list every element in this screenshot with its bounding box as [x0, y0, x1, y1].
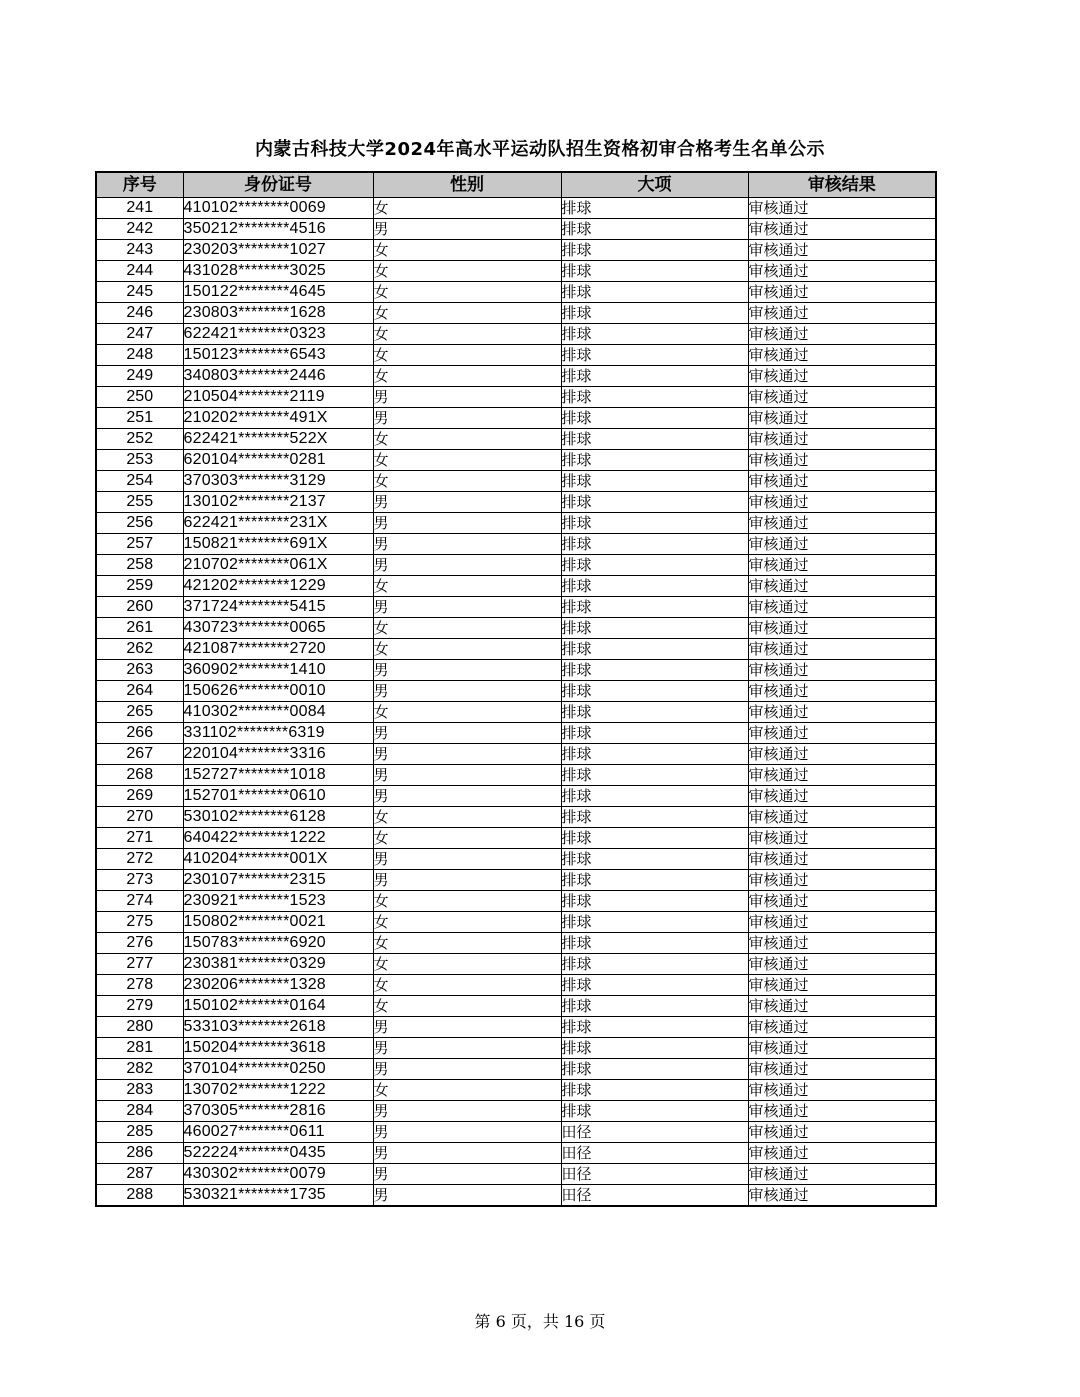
cell-gender: 女	[373, 576, 561, 597]
cell-gender: 男	[373, 219, 561, 240]
cell-seq: 271	[96, 828, 183, 849]
table-row	[96, 1017, 936, 1038]
cell-gender: 女	[373, 702, 561, 723]
cell-result: 审核通过	[748, 1185, 936, 1207]
cell-id-number: 410102********0069	[183, 198, 373, 219]
cell-event: 排球	[561, 261, 748, 282]
table-row	[96, 828, 936, 849]
table-row	[96, 744, 936, 765]
cell-id-number: 410302********0084	[183, 702, 373, 723]
cell-event: 排球	[561, 282, 748, 303]
table-row	[96, 786, 936, 807]
cell-id-number: 331102********6319	[183, 723, 373, 744]
cell-gender: 男	[373, 723, 561, 744]
cell-id-number: 152701********0610	[183, 786, 373, 807]
cell-result: 审核通过	[748, 1101, 936, 1122]
cell-event: 排球	[561, 1080, 748, 1101]
cell-seq: 262	[96, 639, 183, 660]
cell-gender: 男	[373, 1038, 561, 1059]
cell-seq: 274	[96, 891, 183, 912]
table-row	[96, 618, 936, 639]
cell-id-number: 622421********0323	[183, 324, 373, 345]
cell-event: 排球	[561, 681, 748, 702]
cell-id-number: 230203********1027	[183, 240, 373, 261]
cell-seq: 272	[96, 849, 183, 870]
cell-result: 审核通过	[748, 786, 936, 807]
table-row	[96, 996, 936, 1017]
cell-seq: 263	[96, 660, 183, 681]
cell-seq: 285	[96, 1122, 183, 1143]
cell-id-number: 152727********1018	[183, 765, 373, 786]
table-row	[96, 1038, 936, 1059]
cell-result: 审核通过	[748, 408, 936, 429]
cell-seq: 255	[96, 492, 183, 513]
cell-result: 审核通过	[748, 870, 936, 891]
cell-event: 排球	[561, 1017, 748, 1038]
table-row	[96, 807, 936, 828]
cell-gender: 男	[373, 1185, 561, 1207]
cell-result: 审核通过	[748, 1122, 936, 1143]
cell-gender: 男	[373, 597, 561, 618]
table-row	[96, 219, 936, 240]
cell-id-number: 150821********691X	[183, 534, 373, 555]
cell-seq: 269	[96, 786, 183, 807]
cell-gender: 女	[373, 324, 561, 345]
cell-result: 审核通过	[748, 681, 936, 702]
cell-seq: 270	[96, 807, 183, 828]
cell-seq: 279	[96, 996, 183, 1017]
cell-result: 审核通过	[748, 618, 936, 639]
cell-seq: 252	[96, 429, 183, 450]
cell-gender: 女	[373, 345, 561, 366]
cell-event: 田径	[561, 1164, 748, 1185]
cell-gender: 男	[373, 660, 561, 681]
candidate-table	[95, 171, 937, 1207]
table-row	[96, 912, 936, 933]
cell-event: 排球	[561, 891, 748, 912]
cell-seq: 259	[96, 576, 183, 597]
cell-seq: 275	[96, 912, 183, 933]
cell-result: 审核通过	[748, 450, 936, 471]
cell-gender: 男	[373, 849, 561, 870]
cell-result: 审核通过	[748, 387, 936, 408]
cell-gender: 男	[373, 786, 561, 807]
cell-gender: 女	[373, 954, 561, 975]
cell-event: 排球	[561, 723, 748, 744]
cell-result: 审核通过	[748, 429, 936, 450]
cell-gender: 男	[373, 870, 561, 891]
cell-result: 审核通过	[748, 597, 936, 618]
table-header	[96, 172, 936, 198]
cell-event: 排球	[561, 1101, 748, 1122]
table-row	[96, 1122, 936, 1143]
table-row	[96, 681, 936, 702]
table-row	[96, 534, 936, 555]
cell-seq: 249	[96, 366, 183, 387]
cell-event: 排球	[561, 387, 748, 408]
cell-result: 审核通过	[748, 891, 936, 912]
cell-event: 排球	[561, 366, 748, 387]
table-row	[96, 660, 936, 681]
cell-result: 审核通过	[748, 807, 936, 828]
cell-seq: 265	[96, 702, 183, 723]
cell-result: 审核通过	[748, 219, 936, 240]
cell-id-number: 622421********522X	[183, 429, 373, 450]
cell-result: 审核通过	[748, 492, 936, 513]
cell-id-number: 620104********0281	[183, 450, 373, 471]
cell-result: 审核通过	[748, 849, 936, 870]
cell-seq: 281	[96, 1038, 183, 1059]
cell-id-number: 360902********1410	[183, 660, 373, 681]
header-id-number: 身份证号	[183, 172, 373, 198]
cell-seq: 254	[96, 471, 183, 492]
cell-event: 排球	[561, 1038, 748, 1059]
cell-event: 排球	[561, 870, 748, 891]
cell-gender: 男	[373, 1122, 561, 1143]
table-row	[96, 849, 936, 870]
cell-event: 排球	[561, 996, 748, 1017]
cell-id-number: 530102********6128	[183, 807, 373, 828]
cell-event: 排球	[561, 408, 748, 429]
cell-result: 审核通过	[748, 954, 936, 975]
cell-gender: 男	[373, 681, 561, 702]
cell-result: 审核通过	[748, 765, 936, 786]
cell-gender: 女	[373, 240, 561, 261]
cell-event: 排球	[561, 240, 748, 261]
cell-gender: 女	[373, 366, 561, 387]
cell-id-number: 150626********0010	[183, 681, 373, 702]
table-row	[96, 891, 936, 912]
table-row	[96, 933, 936, 954]
cell-result: 审核通过	[748, 723, 936, 744]
cell-seq: 242	[96, 219, 183, 240]
cell-event: 排球	[561, 849, 748, 870]
cell-gender: 男	[373, 744, 561, 765]
cell-seq: 261	[96, 618, 183, 639]
table-row	[96, 198, 936, 219]
cell-result: 审核通过	[748, 1038, 936, 1059]
table-row	[96, 282, 936, 303]
cell-gender: 女	[373, 807, 561, 828]
cell-seq: 253	[96, 450, 183, 471]
cell-seq: 256	[96, 513, 183, 534]
cell-id-number: 210504********2119	[183, 387, 373, 408]
cell-event: 排球	[561, 534, 748, 555]
cell-event: 排球	[561, 618, 748, 639]
cell-gender: 女	[373, 261, 561, 282]
cell-id-number: 430302********0079	[183, 1164, 373, 1185]
cell-id-number: 230921********1523	[183, 891, 373, 912]
table-row	[96, 492, 936, 513]
cell-id-number: 640422********1222	[183, 828, 373, 849]
cell-id-number: 370303********3129	[183, 471, 373, 492]
table-row	[96, 429, 936, 450]
cell-gender: 男	[373, 1164, 561, 1185]
cell-gender: 女	[373, 975, 561, 996]
cell-id-number: 130102********2137	[183, 492, 373, 513]
cell-id-number: 421087********2720	[183, 639, 373, 660]
cell-seq: 243	[96, 240, 183, 261]
table-row	[96, 345, 936, 366]
cell-gender: 女	[373, 471, 561, 492]
cell-seq: 241	[96, 198, 183, 219]
cell-result: 审核通过	[748, 996, 936, 1017]
cell-id-number: 530321********1735	[183, 1185, 373, 1207]
cell-result: 审核通过	[748, 912, 936, 933]
cell-gender: 女	[373, 303, 561, 324]
cell-seq: 258	[96, 555, 183, 576]
page-title: 内蒙古科技大学2024年高水平运动队招生资格初审合格考生名单公示	[254, 139, 826, 160]
cell-result: 审核通过	[748, 702, 936, 723]
cell-seq: 247	[96, 324, 183, 345]
cell-event: 排球	[561, 492, 748, 513]
cell-event: 排球	[561, 513, 748, 534]
cell-result: 审核通过	[748, 345, 936, 366]
cell-seq: 257	[96, 534, 183, 555]
table-row	[96, 1101, 936, 1122]
cell-seq: 251	[96, 408, 183, 429]
cell-gender: 女	[373, 429, 561, 450]
cell-id-number: 210202********491X	[183, 408, 373, 429]
cell-result: 审核通过	[748, 1164, 936, 1185]
table-row	[96, 450, 936, 471]
header-seq: 序号	[96, 172, 183, 198]
header-row	[96, 172, 936, 198]
cell-gender: 男	[373, 1017, 561, 1038]
cell-gender: 女	[373, 639, 561, 660]
cell-id-number: 371724********5415	[183, 597, 373, 618]
cell-result: 审核通过	[748, 555, 936, 576]
cell-id-number: 230206********1328	[183, 975, 373, 996]
cell-id-number: 431028********3025	[183, 261, 373, 282]
cell-result: 审核通过	[748, 534, 936, 555]
table-row	[96, 513, 936, 534]
cell-id-number: 370104********0250	[183, 1059, 373, 1080]
cell-id-number: 150122********4645	[183, 282, 373, 303]
cell-event: 田径	[561, 1122, 748, 1143]
cell-event: 排球	[561, 639, 748, 660]
cell-result: 审核通过	[748, 240, 936, 261]
cell-result: 审核通过	[748, 660, 936, 681]
cell-id-number: 220104********3316	[183, 744, 373, 765]
cell-event: 排球	[561, 198, 748, 219]
cell-gender: 女	[373, 996, 561, 1017]
cell-id-number: 533103********2618	[183, 1017, 373, 1038]
cell-gender: 女	[373, 1080, 561, 1101]
cell-result: 审核通过	[748, 576, 936, 597]
cell-seq: 264	[96, 681, 183, 702]
cell-seq: 268	[96, 765, 183, 786]
cell-seq: 277	[96, 954, 183, 975]
cell-result: 审核通过	[748, 933, 936, 954]
table-row	[96, 1164, 936, 1185]
cell-seq: 287	[96, 1164, 183, 1185]
header-event: 大项	[561, 172, 748, 198]
table-row	[96, 555, 936, 576]
cell-seq: 245	[96, 282, 183, 303]
cell-id-number: 150204********3618	[183, 1038, 373, 1059]
cell-result: 审核通过	[748, 1017, 936, 1038]
cell-gender: 女	[373, 828, 561, 849]
cell-seq: 276	[96, 933, 183, 954]
cell-event: 排球	[561, 1059, 748, 1080]
cell-result: 审核通过	[748, 513, 936, 534]
table-row	[96, 366, 936, 387]
cell-gender: 男	[373, 513, 561, 534]
cell-event: 排球	[561, 660, 748, 681]
cell-gender: 男	[373, 1101, 561, 1122]
header-gender: 性别	[373, 172, 561, 198]
cell-seq: 273	[96, 870, 183, 891]
cell-seq: 284	[96, 1101, 183, 1122]
table-row	[96, 870, 936, 891]
cell-result: 审核通过	[748, 828, 936, 849]
cell-event: 排球	[561, 975, 748, 996]
cell-seq: 244	[96, 261, 183, 282]
cell-result: 审核通过	[748, 198, 936, 219]
cell-result: 审核通过	[748, 1059, 936, 1080]
table-row	[96, 303, 936, 324]
cell-seq: 250	[96, 387, 183, 408]
table-row	[96, 1059, 936, 1080]
cell-event: 排球	[561, 807, 748, 828]
table-row	[96, 471, 936, 492]
cell-seq: 246	[96, 303, 183, 324]
cell-gender: 女	[373, 933, 561, 954]
cell-seq: 283	[96, 1080, 183, 1101]
cell-event: 排球	[561, 345, 748, 366]
cell-event: 排球	[561, 765, 748, 786]
table-row	[96, 723, 936, 744]
cell-gender: 女	[373, 618, 561, 639]
cell-event: 排球	[561, 555, 748, 576]
cell-result: 审核通过	[748, 324, 936, 345]
cell-gender: 女	[373, 912, 561, 933]
cell-seq: 282	[96, 1059, 183, 1080]
cell-id-number: 522224********0435	[183, 1143, 373, 1164]
cell-event: 排球	[561, 597, 748, 618]
cell-id-number: 150123********6543	[183, 345, 373, 366]
cell-event: 排球	[561, 828, 748, 849]
table-row	[96, 702, 936, 723]
cell-result: 审核通过	[748, 1080, 936, 1101]
cell-event: 田径	[561, 1143, 748, 1164]
table-row	[96, 1143, 936, 1164]
cell-event: 排球	[561, 576, 748, 597]
cell-id-number: 150102********0164	[183, 996, 373, 1017]
page-footer: 第 6 页，共 16 页	[474, 1312, 606, 1331]
cell-id-number: 370305********2816	[183, 1101, 373, 1122]
table-row	[96, 408, 936, 429]
table-row	[96, 1185, 936, 1207]
cell-result: 审核通过	[748, 303, 936, 324]
cell-event: 排球	[561, 303, 748, 324]
cell-id-number: 350212********4516	[183, 219, 373, 240]
table-row	[96, 954, 936, 975]
cell-gender: 男	[373, 765, 561, 786]
table-row	[96, 576, 936, 597]
cell-event: 排球	[561, 786, 748, 807]
cell-result: 审核通过	[748, 366, 936, 387]
cell-gender: 女	[373, 450, 561, 471]
cell-seq: 260	[96, 597, 183, 618]
cell-result: 审核通过	[748, 471, 936, 492]
cell-gender: 男	[373, 555, 561, 576]
cell-event: 排球	[561, 324, 748, 345]
cell-gender: 女	[373, 891, 561, 912]
table-row	[96, 639, 936, 660]
table-row	[96, 261, 936, 282]
cell-event: 田径	[561, 1185, 748, 1207]
cell-event: 排球	[561, 471, 748, 492]
cell-gender: 女	[373, 282, 561, 303]
cell-id-number: 210702********061X	[183, 555, 373, 576]
cell-id-number: 622421********231X	[183, 513, 373, 534]
cell-seq: 267	[96, 744, 183, 765]
cell-seq: 288	[96, 1185, 183, 1207]
table-row	[96, 597, 936, 618]
cell-gender: 男	[373, 1059, 561, 1080]
cell-result: 审核通过	[748, 639, 936, 660]
cell-result: 审核通过	[748, 261, 936, 282]
table-row	[96, 1080, 936, 1101]
cell-id-number: 230381********0329	[183, 954, 373, 975]
cell-result: 审核通过	[748, 1143, 936, 1164]
cell-event: 排球	[561, 912, 748, 933]
table-row	[96, 240, 936, 261]
cell-gender: 男	[373, 1143, 561, 1164]
cell-id-number: 150783********6920	[183, 933, 373, 954]
cell-id-number: 150802********0021	[183, 912, 373, 933]
cell-id-number: 340803********2446	[183, 366, 373, 387]
cell-gender: 男	[373, 408, 561, 429]
cell-id-number: 460027********0611	[183, 1122, 373, 1143]
header-result: 审核结果	[748, 172, 936, 198]
cell-result: 审核通过	[748, 282, 936, 303]
cell-gender: 男	[373, 492, 561, 513]
cell-id-number: 430723********0065	[183, 618, 373, 639]
cell-seq: 280	[96, 1017, 183, 1038]
cell-event: 排球	[561, 954, 748, 975]
cell-result: 审核通过	[748, 744, 936, 765]
cell-result: 审核通过	[748, 975, 936, 996]
cell-gender: 男	[373, 387, 561, 408]
cell-id-number: 421202********1229	[183, 576, 373, 597]
cell-seq: 286	[96, 1143, 183, 1164]
table-row	[96, 324, 936, 345]
cell-event: 排球	[561, 429, 748, 450]
cell-id-number: 130702********1222	[183, 1080, 373, 1101]
cell-seq: 248	[96, 345, 183, 366]
cell-event: 排球	[561, 450, 748, 471]
cell-event: 排球	[561, 744, 748, 765]
cell-id-number: 410204********001X	[183, 849, 373, 870]
cell-event: 排球	[561, 219, 748, 240]
table-row	[96, 765, 936, 786]
cell-event: 排球	[561, 702, 748, 723]
cell-id-number: 230803********1628	[183, 303, 373, 324]
cell-gender: 男	[373, 534, 561, 555]
cell-id-number: 230107********2315	[183, 870, 373, 891]
table-row	[96, 975, 936, 996]
cell-event: 排球	[561, 933, 748, 954]
cell-gender: 女	[373, 198, 561, 219]
table-row	[96, 387, 936, 408]
cell-seq: 278	[96, 975, 183, 996]
cell-seq: 266	[96, 723, 183, 744]
table-body	[96, 198, 936, 1207]
